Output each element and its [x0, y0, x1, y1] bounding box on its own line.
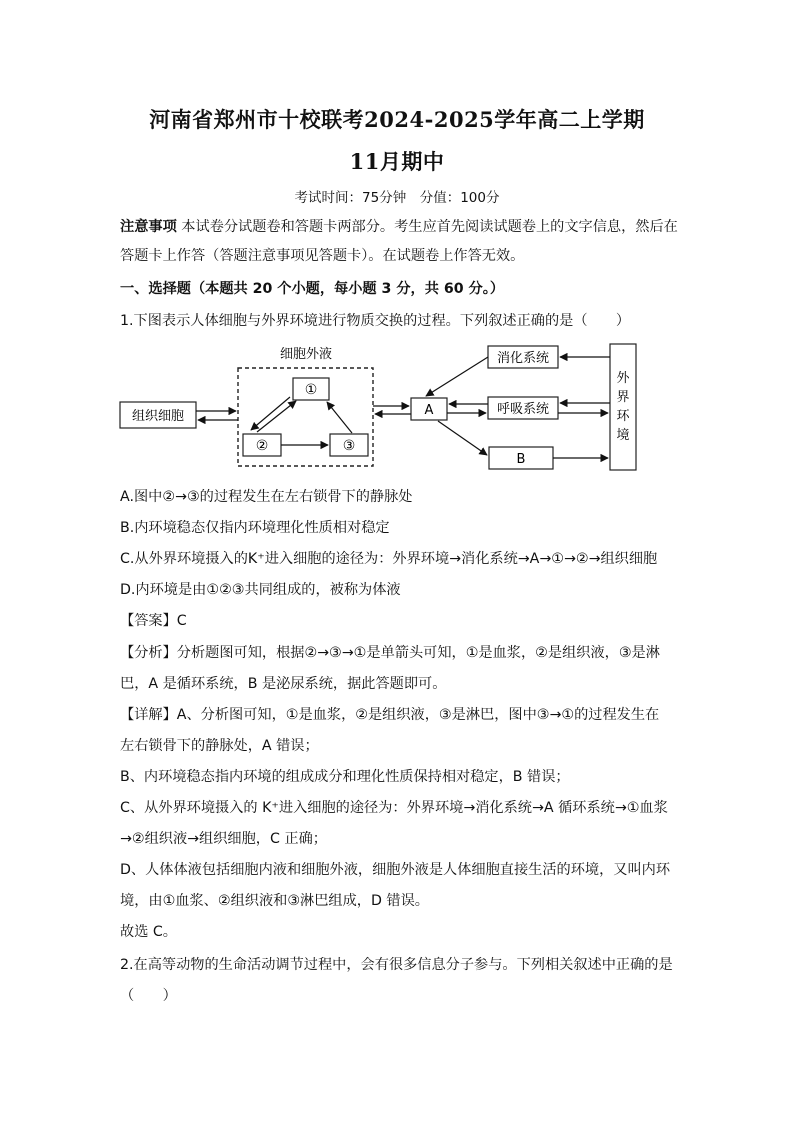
notice-line2: 答题卡上作答（答题注意事项见答题卡）。在试题卷上作答无效。	[120, 248, 525, 264]
arrow-3-to-1	[327, 402, 352, 433]
q1-diagram	[118, 340, 658, 475]
tissue-cell-label: 组织细胞	[131, 409, 185, 424]
q1-detail-line1	[120, 705, 680, 725]
respiratory-label: 呼吸系统	[496, 402, 550, 417]
external-env-char-4: 境	[616, 428, 630, 443]
q1-option-c: C.从外界环境摄入的K⁺进入细胞的途径为：外界环境→消化系统→A→①→②→组织细胞	[120, 551, 658, 567]
notice-line1	[120, 217, 680, 237]
arrow-a-to-b	[438, 421, 487, 455]
q1-detail-line3: B、内环境稳态指内环境的组成成分和理化性质保持相对稳定，B 错误；	[120, 769, 570, 785]
extracellular-label: 细胞外液	[279, 347, 333, 362]
q1-detail-line5: →②组织液→组织细胞，C 正确；	[120, 831, 327, 847]
arrow-2-to-1	[257, 401, 296, 432]
section-heading: 一、选择题（本题共 20 个小题，每小题 3 分，共 60 分。）	[120, 281, 505, 297]
notice-text1: 本试卷分试题卷和答题卡两部分。考生应首先阅读试题卷上的文字信息，然后在	[181, 219, 678, 235]
digestive-label: 消化系统	[496, 351, 550, 366]
analysis-label: 【分析】	[120, 645, 177, 661]
external-env-box	[610, 344, 636, 470]
node-1-label: ①	[304, 382, 318, 398]
q1-detail-line6: D、人体体液包括细胞内液和细胞外液，细胞外液是人体细胞直接生活的环境，又叫内环	[120, 862, 671, 878]
q1-option-b: B.内环境稳态仅指内环境理化性质相对稳定	[120, 520, 390, 536]
detail-text1: A、分析图可知，①是血浆，②是组织液，③是淋巴，图中③→①的过程发生在	[176, 707, 660, 723]
q2-stem-line2: （ ）	[120, 988, 177, 1004]
q1-analysis-line1	[120, 643, 680, 663]
q1-option-d: D.内环境是由①②③共同组成的，被称为体液	[120, 582, 401, 598]
q1-detail-line2: 左右锁骨下的静脉处，A 错误；	[120, 738, 319, 754]
notice-label: 注意事项	[120, 219, 177, 235]
q1-analysis-line2: 巴，A 是循环系统，B 是泌尿系统，据此答题即可。	[120, 676, 447, 692]
q1-detail-line7: 境，由①血浆、②组织液和③淋巴组成，D 错误。	[120, 893, 429, 909]
node-b-label: B	[516, 452, 526, 467]
node-a-label: A	[424, 403, 434, 418]
q1-answer	[120, 611, 680, 631]
q1-stem: 1.下图表示人体细胞与外界环境进行物质交换的过程。下列叙述正确的是（ ）	[120, 313, 631, 329]
exam-info: 考试时间：75分钟 分值：100分	[294, 190, 500, 206]
arrow-1-to-2	[251, 397, 290, 430]
external-env-char-2: 界	[616, 390, 630, 405]
answer-label: 【答案】	[120, 613, 177, 629]
q1-conclusion: 故选 C。	[120, 924, 177, 940]
arrow-digestive-to-a	[426, 357, 488, 396]
q1-option-a: A.图中②→③的过程发生在左右锁骨下的静脉处	[120, 489, 413, 505]
q2-stem-line1: 2.在高等动物的生命活动调节过程中，会有很多信息分子参与。下列相关叙述中正确的是	[120, 957, 673, 973]
q1-detail-line4: C、从外界环境摄入的 K⁺进入细胞的途径为：外界环境→消化系统→A 循环系统→①血浆	[120, 800, 668, 816]
page-title-line2: 11月期中	[349, 149, 445, 174]
node-3-label: ③	[342, 438, 356, 454]
answer-value: C	[176, 613, 187, 629]
external-env-char-3: 环	[616, 409, 630, 424]
detail-label: 【详解】	[120, 707, 177, 723]
external-env-char-1: 外	[616, 371, 630, 386]
node-2-label: ②	[255, 438, 269, 454]
analysis-text1: 分析题图可知，根据②→③→①是单箭头可知，①是血浆，②是组织液，③是淋	[176, 645, 660, 661]
page-title-line1: 河南省郑州市十校联考2024-2025学年高二上学期	[149, 107, 645, 132]
